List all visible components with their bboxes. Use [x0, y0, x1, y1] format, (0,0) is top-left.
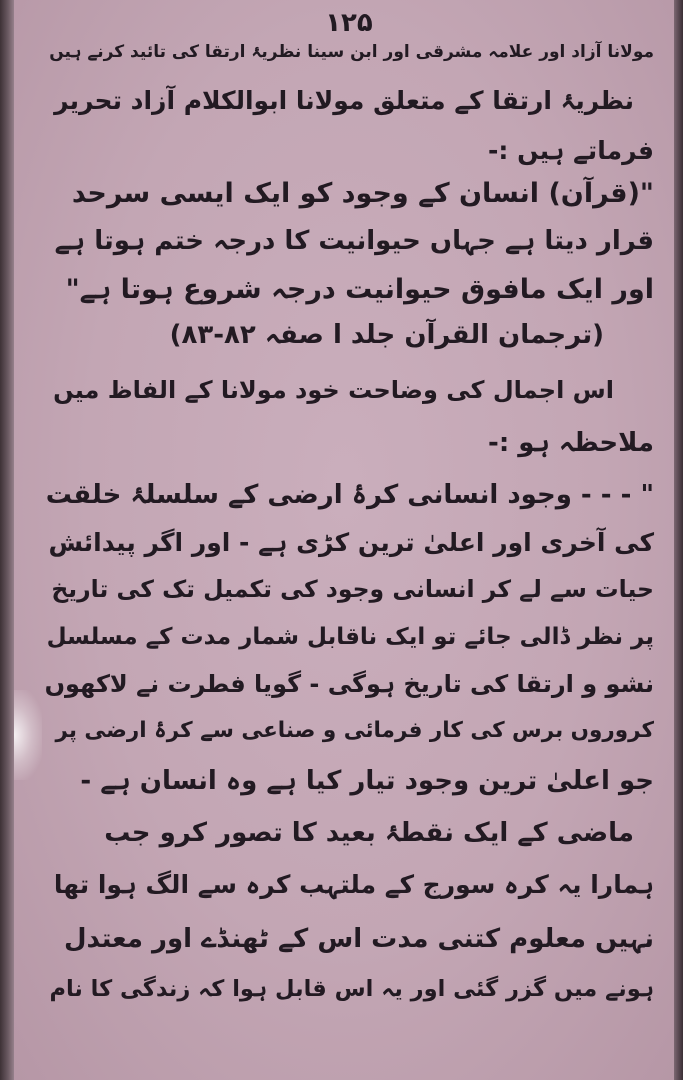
text-line-7: (ترجمان القرآن جلد ا صفہ ۸۲-۸۳)	[169, 320, 604, 350]
text-line-16: جو اعلیٰ ترین وجود تیار کیا ہے وہ انسان ہے -	[80, 766, 654, 796]
text-line-15: کروروں برس کی کار فرمائی و صناعی سے کرۂ ارضی پر	[55, 718, 654, 743]
text-line-4: "(قرآن) انسان کے وجود کو ایک ایسی سرحد	[71, 178, 654, 209]
text-line-5: قرار دیتا ہے جہاں حیوانیت کا درجہ ختم ہوتا ہے	[54, 226, 654, 256]
text-line-8: اس اجمال کی وضاحت خود مولانا کے الفاظ میں	[53, 376, 614, 404]
text-line-18: ہمارا یہ کرہ سورج کے ملتہب کرہ سے الگ ہوا تھا	[53, 870, 654, 899]
text-line-14: نشو و ارتقا کی تاریخ ہوگی - گویا فطرت نے لاکھوں	[44, 670, 654, 698]
text-line-17: ماضی کے ایک نقطۂ بعید کا تصور کرو جب	[104, 818, 634, 848]
light-glare	[14, 690, 42, 780]
text-line-11: کی آخری اور اعلیٰ ترین کڑی ہے - اور اگر پیدائش	[48, 528, 654, 557]
page-text	[44, 0, 654, 1080]
text-line-3: فرماتے ہیں :-	[488, 136, 654, 165]
page-number: ۱۲۵	[325, 8, 373, 38]
book-page	[14, 0, 674, 1080]
text-line-20: ہونے میں گزر گئی اور یہ اس قابل ہوا کہ زندگی کا نام	[49, 976, 654, 1002]
text-line-12: حیات سے لے کر انسانی وجود کی تکمیل تک کی تاریخ	[51, 575, 654, 603]
text-line-6: اور ایک مافوق حیوانیت درجہ شروع ہوتا ہے"	[65, 274, 654, 305]
text-line-19: نہیں معلوم کتنی مدت اس کے ٹھنڈے اور معتدل	[63, 924, 654, 954]
text-line-9: ملاحظہ ہو :-	[488, 428, 654, 458]
text-line-13: پر نظر ڈالی جائے تو ایک ناقابل شمار مدت کے مسلسل	[46, 624, 654, 650]
text-line-1: مولانا آزاد اور علامہ مشرقی اور ابن سینا نظریۂ ارتقا کی تائید کرنے ہیں	[49, 42, 654, 62]
text-line-10: " - - - وجود انسانی کرۂ ارضی کے سلسلۂ خلقت	[45, 480, 654, 510]
text-line-2: نظریۂ ارتقا کے متعلق مولانا ابوالکلام آزاد تحریر	[54, 86, 634, 115]
